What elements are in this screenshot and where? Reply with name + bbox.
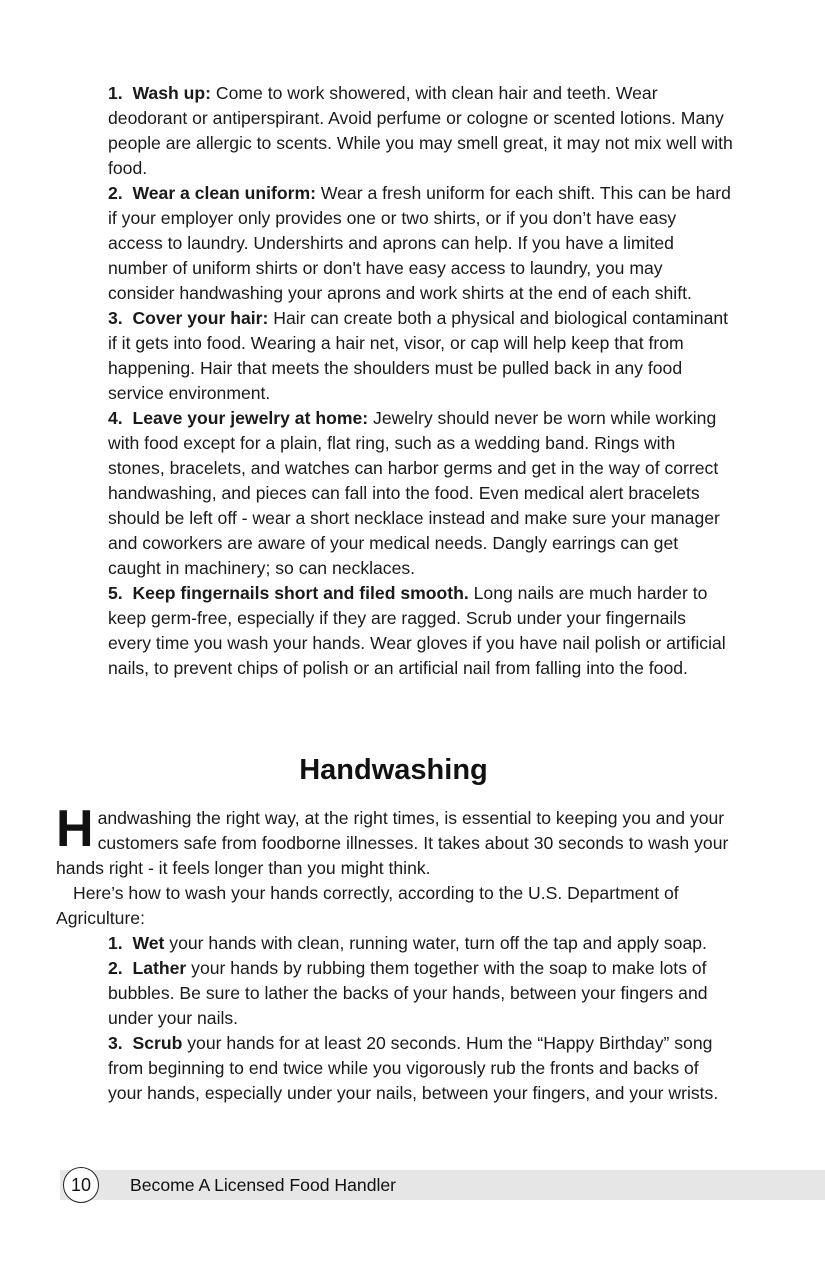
section-heading: Handwashing	[299, 754, 488, 786]
item-text: Jewelry should never be worn while working with food except for a plain, flat ring, such as a wedding band. Rings with stones, bracelets, and watches can harbor germs and get in the way of correct handwashing, and pieces can fall into the food. Even medical alert bracelets should be left off - wear a short necklace instead and make sure your manager and coworkers are aware of your medical needs. Dangly earrings can get caught in machinery; so can necklaces.	[108, 408, 720, 578]
list-item	[108, 581, 733, 681]
item-text: Long nails are much harder to keep germ-free, especially if they are ragged. Scrub under your fingernails every time you wash your hands. Wear gloves if you have nail polish or artificial nails, to prevent chips of polish or an artificial nail from falling into the food.	[108, 583, 726, 678]
footer-title: Become A Licensed Food Handler	[130, 1175, 397, 1195]
step-text: your hands for at least 20 seconds. Hum the “Happy Birthday” song from beginning to end twice while you vigorously rub the fronts and backs of your hands, especially under your nails, between your fingers, and your wrists.	[108, 1033, 719, 1103]
page-number: 10	[63, 1167, 99, 1203]
step-item	[108, 931, 733, 956]
list-item	[108, 306, 733, 406]
step-item	[108, 956, 733, 1031]
item-title: Leave your jewelry at home:	[132, 408, 369, 428]
item-text: Come to work showered, with clean hair and teeth. Wear deodorant or antiperspirant. Avoid perfume or cologne or scented lotions. Many people are allergic to scents. While you may smell great, it may not mix well with food.	[108, 83, 733, 178]
item-title: Wash up:	[132, 83, 211, 103]
list-item	[108, 81, 733, 181]
hygiene-list	[108, 81, 733, 681]
footer-bar	[60, 1170, 825, 1200]
list-item	[108, 181, 733, 306]
drop-cap: H	[56, 800, 94, 858]
list-item	[108, 406, 733, 581]
intro-paragraph	[56, 800, 736, 881]
step-number: 1.	[108, 933, 123, 953]
item-title: Cover your hair:	[132, 308, 269, 328]
item-text: Hair can create both a physical and biological contaminant if it gets into food. Wearing a hair net, visor, or cap will help keep that from happening. Hair that meets the shoulders must be pulled back in any food service environment.	[108, 308, 729, 403]
step-text: your hands with clean, running water, turn off the tap and apply soap.	[169, 933, 707, 953]
item-number: 5.	[108, 583, 123, 603]
item-title: Keep fingernails short and filed smooth.	[132, 583, 469, 603]
intro-paragraph-2: Here’s how to wash your hands correctly, according to the U.S. Department of Agriculture:	[56, 883, 679, 928]
step-number: 3.	[108, 1033, 123, 1053]
item-number: 4.	[108, 408, 123, 428]
item-text: Wear a fresh uniform for each shift. This can be hard if your employer only provides one or two shirts, or if you don’t have easy access to laundry. Undershirts and aprons can help. If you have a limited number of uniform shirts or don't have easy access to laundry, you may consider handwashing your aprons and work shirts at the end of each shift.	[108, 183, 731, 303]
step-title: Wet	[132, 933, 165, 953]
step-text: your hands by rubbing them together with the soap to make lots of bubbles. Be sure to lather the backs of your hands, between your fingers and under your nails.	[108, 958, 708, 1028]
intro-text: andwashing the right way, at the right times, is essential to keeping you and your customers safe from foodborne illnesses. It takes about 30 seconds to wash your hands right - it feels longer than you might think.	[56, 808, 729, 878]
step-title: Scrub	[132, 1033, 183, 1053]
step-title: Lather	[132, 958, 187, 978]
item-number: 3.	[108, 308, 123, 328]
step-number: 2.	[108, 958, 123, 978]
intro	[56, 800, 736, 931]
handwashing-steps	[108, 931, 733, 1106]
step-item	[108, 1031, 733, 1106]
item-number: 1.	[108, 83, 123, 103]
item-title: Wear a clean uniform:	[132, 183, 316, 203]
item-number: 2.	[108, 183, 123, 203]
